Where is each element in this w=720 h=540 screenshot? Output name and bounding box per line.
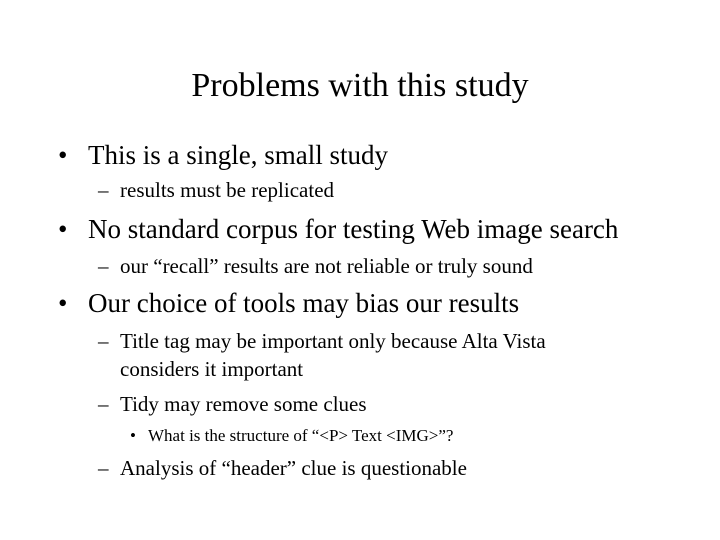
bullet-marker: •: [58, 214, 68, 244]
dash-marker: –: [98, 392, 109, 416]
bullet-text: This is a single, small study: [88, 140, 388, 170]
sub-sub-bullet-text: What is the structure of “<P> Text <IMG>”?: [148, 426, 454, 445]
dash-marker: –: [98, 329, 109, 353]
sub-bullet-text-continuation: considers it important: [120, 357, 304, 381]
bullet-marker: •: [58, 140, 68, 170]
bullet-item: [0, 140, 720, 170]
bullet-marker: •: [130, 426, 136, 445]
slide-title: Problems with this study: [191, 67, 529, 104]
sub-sub-bullet-item: [0, 426, 720, 446]
sub-bullet-item: [0, 391, 720, 417]
sub-bullet-item: [0, 177, 720, 203]
sub-bullet-item: [0, 328, 720, 382]
dash-marker: –: [98, 178, 109, 202]
bullet-text: No standard corpus for testing Web image search: [88, 214, 619, 244]
bullet-item: [0, 214, 720, 244]
sub-bullet-text: Analysis of “header” clue is questionable: [120, 456, 467, 480]
dash-marker: –: [98, 456, 109, 480]
sub-bullet-item: [0, 455, 720, 481]
sub-bullet-item: [0, 253, 720, 279]
sub-bullet-text: Title tag may be important only because Alta Vista: [120, 329, 546, 353]
sub-bullet-text: results must be replicated: [120, 178, 335, 202]
sub-bullet-text: our “recall” results are not reliable or truly sound: [120, 254, 533, 278]
bullet-marker: •: [58, 288, 68, 318]
bullet-item: [0, 288, 720, 318]
dash-marker: –: [98, 254, 109, 278]
sub-bullet-text: Tidy may remove some clues: [120, 392, 367, 416]
bullet-text: Our choice of tools may bias our results: [88, 288, 520, 318]
